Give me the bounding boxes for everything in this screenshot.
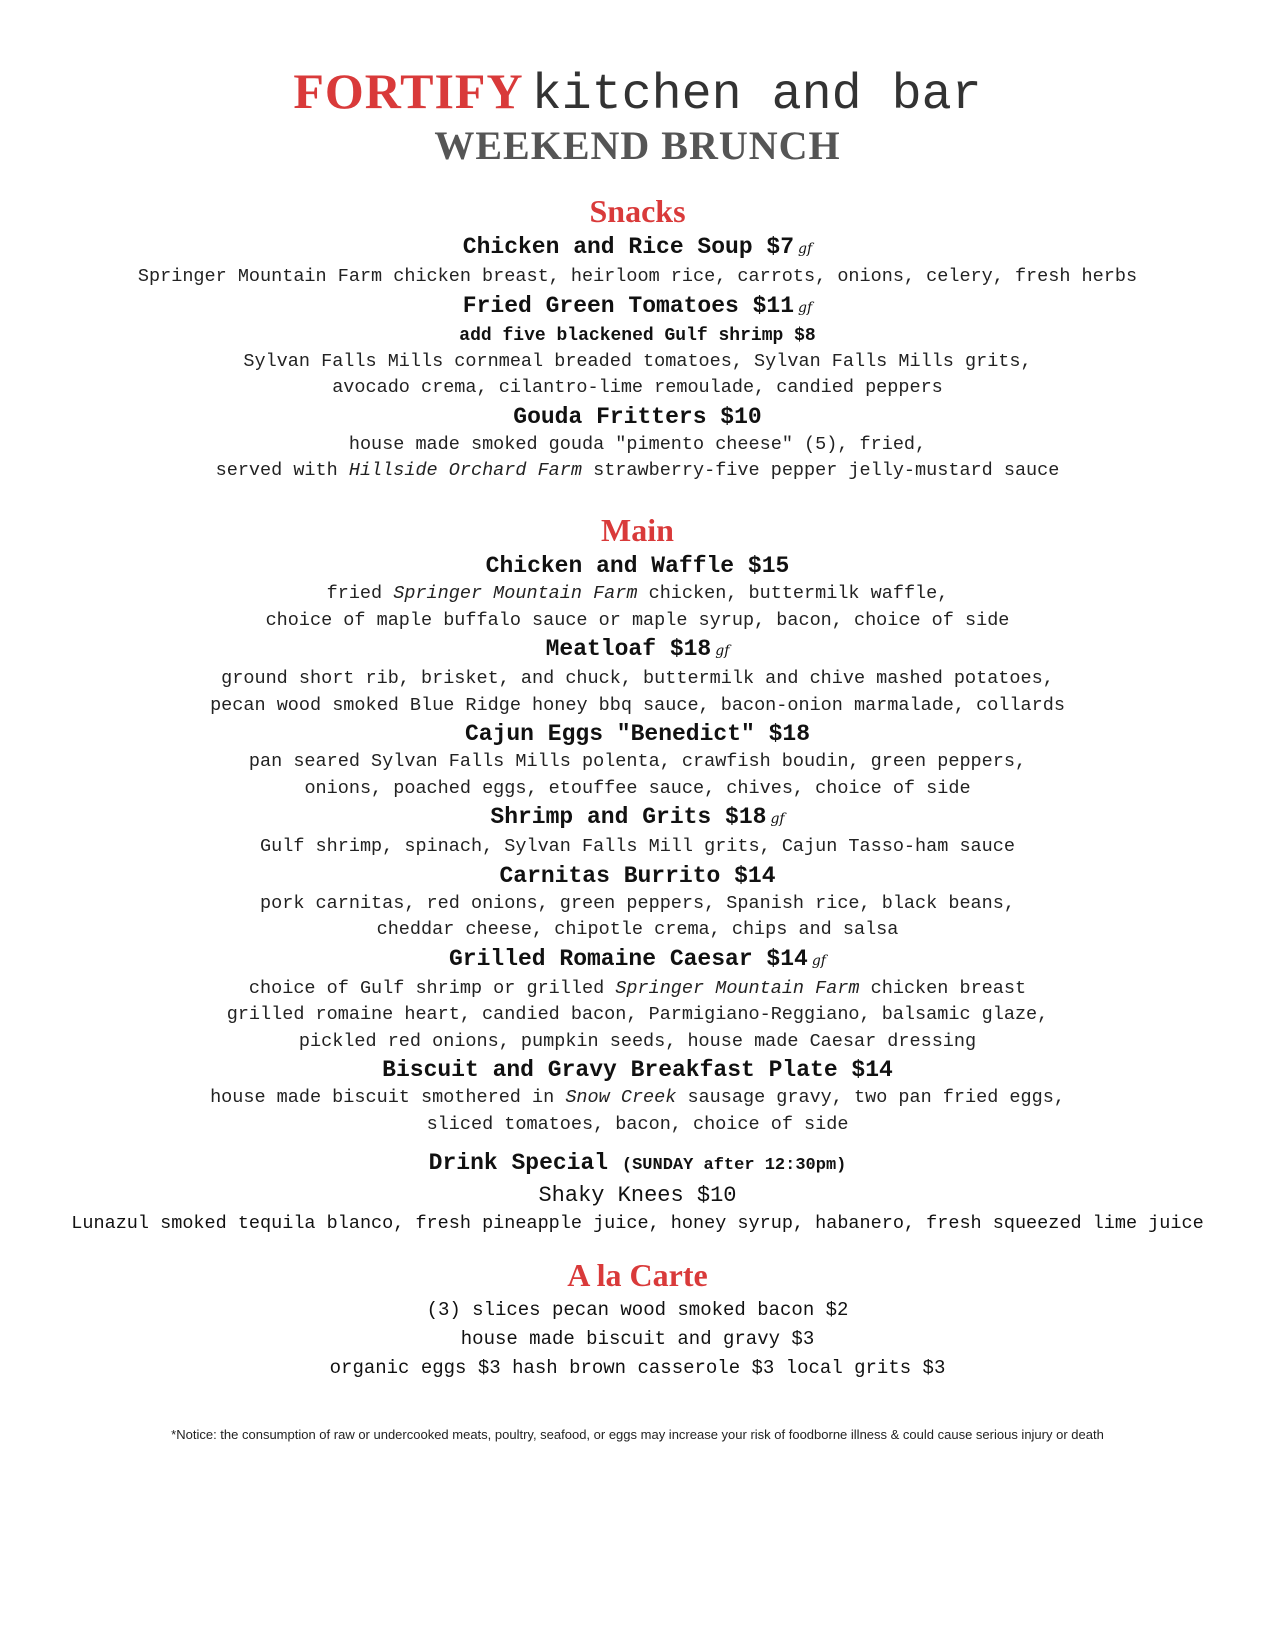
item-description: house made biscuit smothered in Snow Creek sausage gravy, two pan fried eggs, bbox=[210, 1087, 1065, 1108]
item-name: Meatloaf $18 gf bbox=[545, 636, 730, 662]
brand-tagline: kitchen and bar bbox=[531, 67, 982, 124]
item-description: choice of Gulf shrimp or grilled Springer Mountain Farm chicken breast bbox=[248, 977, 1027, 999]
item-name: Biscuit and Gravy Breakfast Plate $14 bbox=[382, 1057, 893, 1083]
item-description: cheddar cheese, chipotle crema, chips and salsa bbox=[376, 919, 899, 940]
item-description: avocado crema, cilantro-lime remoulade, candied peppers bbox=[332, 377, 943, 398]
carte-item: organic eggs $3 hash brown casserole $3 local grits $3 bbox=[329, 1357, 946, 1379]
menu-item bbox=[0, 861, 1275, 944]
menu-item bbox=[0, 802, 1275, 861]
item-description: grilled romaine heart, candied bacon, Parmigiano-Reggiano, balsamic glaze, bbox=[226, 1004, 1049, 1025]
item-addon: add five blackened Gulf shrimp $8 bbox=[459, 325, 816, 346]
gluten-free-tag: gf bbox=[798, 241, 813, 257]
main-section bbox=[0, 511, 1275, 1138]
a-la-carte-section bbox=[0, 1256, 1275, 1383]
menu-item bbox=[0, 291, 1275, 402]
menu-item bbox=[0, 402, 1275, 485]
section-title-a-la-carte: A la Carte bbox=[567, 1257, 708, 1293]
section-title-snacks: Snacks bbox=[589, 193, 686, 229]
item-name: Carnitas Burrito $14 bbox=[499, 862, 776, 889]
item-description: pork carnitas, red onions, green peppers, Spanish rice, black beans, bbox=[260, 892, 1015, 914]
item-description: pan seared Sylvan Falls Mills polenta, crawfish boudin, green peppers, bbox=[248, 751, 1027, 772]
item-name: Fried Green Tomatoes $11 gf bbox=[462, 292, 813, 319]
item-description: Gulf shrimp, spinach, Sylvan Falls Mill grits, Cajun Tasso-ham sauce bbox=[260, 836, 1015, 857]
gluten-free-tag: gf bbox=[715, 643, 730, 659]
drink-special-section bbox=[0, 1148, 1275, 1237]
snacks-section bbox=[0, 192, 1275, 485]
drink-special-note: (SUNDAY after 12:30pm) bbox=[621, 1156, 847, 1175]
menu-header bbox=[0, 62, 1275, 169]
brand-logo: FORTIFY bbox=[293, 63, 524, 119]
item-description: Sylvan Falls Mills cornmeal breaded tomatoes, Sylvan Falls Mills grits, bbox=[243, 350, 1032, 372]
item-description: sliced tomatoes, bacon, choice of side bbox=[426, 1113, 849, 1135]
drink-name: Shaky Knees $10 bbox=[538, 1183, 737, 1208]
food-safety-notice: *Notice: the consumption of raw or undercooked meats, poultry, seafood, or eggs may increase your risk of foodborne illness & could cause serious injury or death bbox=[171, 1427, 1104, 1442]
item-name: Chicken and Rice Soup $7 gf bbox=[462, 234, 813, 260]
section-title-main: Main bbox=[601, 512, 674, 548]
item-description: pickled red onions, pumpkin seeds, house made Caesar dressing bbox=[298, 1030, 977, 1052]
menu-item bbox=[0, 232, 1275, 291]
menu-subtitle: WEEKEND BRUNCH bbox=[434, 123, 841, 168]
item-description: served with Hillside Orchard Farm strawberry-five pepper jelly-mustard sauce bbox=[215, 460, 1060, 481]
item-description: house made smoked gouda "pimento cheese" (5), fried, bbox=[348, 433, 927, 455]
item-name: Cajun Eggs "Benedict" $18 bbox=[464, 721, 811, 747]
brand-line bbox=[0, 62, 1275, 124]
item-name: Chicken and Waffle $15 bbox=[485, 553, 790, 579]
item-description: fried Springer Mountain Farm chicken, buttermilk waffle, bbox=[326, 583, 949, 604]
drink-description: Lunazul smoked tequila blanco, fresh pineapple juice, honey syrup, habanero, fresh squeezed lime juice bbox=[71, 1213, 1204, 1234]
menu-item bbox=[0, 944, 1275, 1056]
gluten-free-tag: gf bbox=[811, 952, 826, 969]
item-description: choice of maple buffalo sauce or maple syrup, bacon, choice of side bbox=[265, 609, 1010, 631]
item-description: pecan wood smoked Blue Ridge honey bbq sauce, bacon-onion marmalade, collards bbox=[210, 694, 1065, 716]
item-description: Springer Mountain Farm chicken breast, heirloom rice, carrots, onions, celery, fresh herbs bbox=[137, 266, 1138, 287]
menu-item bbox=[0, 634, 1275, 719]
item-name: Shrimp and Grits $18 gf bbox=[490, 804, 785, 830]
menu-item bbox=[0, 551, 1275, 634]
menu-item bbox=[0, 719, 1275, 802]
item-name: Grilled Romaine Caesar $14 gf bbox=[448, 945, 826, 972]
item-name: Gouda Fritters $10 bbox=[513, 403, 762, 430]
carte-item: house made biscuit and gravy $3 bbox=[460, 1328, 815, 1350]
gluten-free-tag: gf bbox=[798, 299, 813, 316]
item-description: ground short rib, brisket, and chuck, buttermilk and chive mashed potatoes, bbox=[221, 668, 1054, 689]
gluten-free-tag: gf bbox=[770, 811, 785, 827]
menu-item bbox=[0, 1055, 1275, 1138]
item-description: onions, poached eggs, etouffee sauce, chives, choice of side bbox=[304, 777, 971, 799]
carte-item: (3) slices pecan wood smoked bacon $2 bbox=[426, 1299, 849, 1321]
drink-special-title: Drink Special (SUNDAY after 12:30pm) bbox=[428, 1150, 847, 1176]
